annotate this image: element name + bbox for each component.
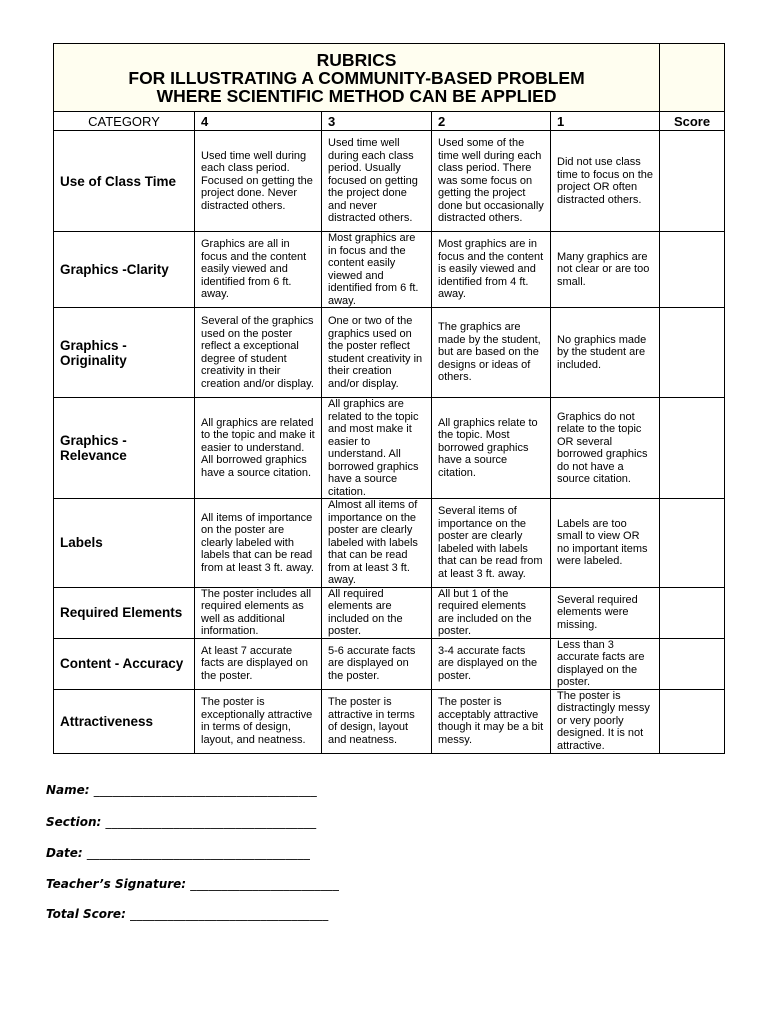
- criteria-cell: Almost all items of importance on the poster are clearly labeled with labels that can be read from at least 3 ft. away.: [322, 499, 432, 588]
- criteria-cell: The poster is attractive in terms of design, layout and neatness.: [322, 689, 432, 753]
- criteria-cell: At least 7 accurate facts are displayed on the poster.: [195, 638, 322, 689]
- category-cell: Graphics -Clarity: [54, 232, 195, 308]
- date-field[interactable]: [46, 846, 310, 860]
- score-cell[interactable]: [660, 638, 725, 689]
- criteria-cell: Used time well during each class period. Usually focused on getting the project done and never distracted others.: [322, 131, 432, 232]
- category-cell: Graphics - Originality: [54, 308, 195, 398]
- criteria-cell: Several of the graphics used on the poster reflect a exceptional degree of student creativity in their creation and/or display.: [195, 308, 322, 398]
- category-cell: Use of Class Time: [54, 131, 195, 232]
- category-cell: Content - Accuracy: [54, 638, 195, 689]
- signature-label: Teacher’s Signature:: [46, 877, 187, 891]
- section-field[interactable]: [46, 815, 316, 829]
- title-blank-cell: [660, 44, 725, 112]
- criteria-cell: All graphics are related to the topic and most make it easier to understand. All borrowed graphics have a source citation.: [322, 398, 432, 499]
- criteria-cell: Several items of importance on the poster are clearly labeled with labels that can be read from at least 3 ft. away.: [432, 499, 551, 588]
- header-level-1: 1: [551, 112, 660, 131]
- criteria-cell: 5-6 accurate facts are displayed on the poster.: [322, 638, 432, 689]
- criteria-cell: Graphics do not relate to the topic OR several borrowed graphics do not have a source citation.: [551, 398, 660, 499]
- criteria-cell: No graphics made by the student are included.: [551, 308, 660, 398]
- score-cell[interactable]: [660, 308, 725, 398]
- criteria-cell: The poster is exceptionally attractive in terms of design, layout, and neatness.: [195, 689, 322, 753]
- criteria-cell: Used some of the time well during each class period. There was some focus on getting the project done but occasionally distracted others.: [432, 131, 551, 232]
- rubric-row: [54, 131, 725, 232]
- rubric-row: [54, 398, 725, 499]
- criteria-cell: Less than 3 accurate facts are displayed on the poster.: [551, 638, 660, 689]
- name-label: Name:: [46, 783, 90, 797]
- criteria-cell: Most graphics are in focus and the content is easily viewed and identified from 4 ft. away.: [432, 232, 551, 308]
- criteria-cell: Many graphics are not clear or are too small.: [551, 232, 660, 308]
- category-cell: Required Elements: [54, 587, 195, 638]
- signature-field[interactable]: [46, 877, 339, 891]
- criteria-cell: All items of importance on the poster are clearly labeled with labels that can be read from at least 3 ft. away.: [195, 499, 322, 588]
- criteria-cell: Did not use class time to focus on the project OR often distracted others.: [551, 131, 660, 232]
- title-line-3: WHERE SCIENTIFIC METHOD CAN BE APPLIED: [156, 85, 557, 106]
- header-row: [54, 112, 725, 131]
- criteria-cell: The poster includes all required elements as well as additional information.: [195, 587, 322, 638]
- rubric-row: [54, 638, 725, 689]
- section-line[interactable]: __________________________________: [105, 815, 317, 829]
- rubric-row: [54, 587, 725, 638]
- date-label: Date:: [46, 846, 83, 860]
- total-score-field[interactable]: [46, 907, 328, 921]
- title-line-2: FOR ILLUSTRATING A COMMUNITY-BASED PROBLEM: [128, 67, 585, 88]
- criteria-cell: The poster is acceptably attractive though it may be a bit messy.: [432, 689, 551, 753]
- score-cell[interactable]: [660, 232, 725, 308]
- category-cell: Labels: [54, 499, 195, 588]
- criteria-cell: Graphics are all in focus and the content easily viewed and identified from 6 ft. away.: [195, 232, 322, 308]
- score-cell[interactable]: [660, 499, 725, 588]
- rubric-title: [54, 44, 660, 112]
- total-score-line[interactable]: ________________________________: [130, 907, 329, 921]
- title-line-1: RUBRICS: [316, 49, 397, 70]
- signature-line[interactable]: ________________________: [190, 877, 340, 891]
- criteria-cell: Used time well during each class period. Focused on getting the project done. Never distracted others.: [195, 131, 322, 232]
- category-cell: Attractiveness: [54, 689, 195, 753]
- header-level-3: 3: [322, 112, 432, 131]
- rubric-table: [53, 43, 725, 754]
- criteria-cell: Several required elements were missing.: [551, 587, 660, 638]
- score-cell[interactable]: [660, 689, 725, 753]
- criteria-cell: All required elements are included on the poster.: [322, 587, 432, 638]
- header-category: CATEGORY: [54, 112, 195, 131]
- date-line[interactable]: ____________________________________: [86, 846, 311, 860]
- criteria-cell: Labels are too small to view OR no important items were labeled.: [551, 499, 660, 588]
- name-field[interactable]: [46, 783, 317, 797]
- score-cell[interactable]: [660, 131, 725, 232]
- score-cell[interactable]: [660, 398, 725, 499]
- criteria-cell: The poster is distractingly messy or very poorly designed. It is not attractive.: [551, 689, 660, 753]
- criteria-cell: Most graphics are in focus and the content easily viewed and identified from 6 ft. away.: [322, 232, 432, 308]
- criteria-cell: All graphics are related to the topic and make it easier to understand. All borrowed graphics have a source citation.: [195, 398, 322, 499]
- category-cell: Graphics - Relevance: [54, 398, 195, 499]
- section-label: Section:: [46, 815, 102, 829]
- header-score: Score: [660, 112, 725, 131]
- total-score-label: Total Score:: [46, 907, 126, 921]
- criteria-cell: All graphics relate to the topic. Most borrowed graphics have a source citation.: [432, 398, 551, 499]
- criteria-cell: One or two of the graphics used on the poster reflect student creativity in their creation and/or display.: [322, 308, 432, 398]
- rubric-row: [54, 232, 725, 308]
- name-line[interactable]: ____________________________________: [93, 783, 317, 797]
- criteria-cell: 3-4 accurate facts are displayed on the poster.: [432, 638, 551, 689]
- rubric-row: [54, 689, 725, 753]
- rubric-row: [54, 499, 725, 588]
- criteria-cell: The graphics are made by the student, but are based on the designs or ideas of others.: [432, 308, 551, 398]
- header-level-2: 2: [432, 112, 551, 131]
- score-cell[interactable]: [660, 587, 725, 638]
- header-level-4: 4: [195, 112, 322, 131]
- criteria-cell: All but 1 of the required elements are included on the poster.: [432, 587, 551, 638]
- rubric-row: [54, 308, 725, 398]
